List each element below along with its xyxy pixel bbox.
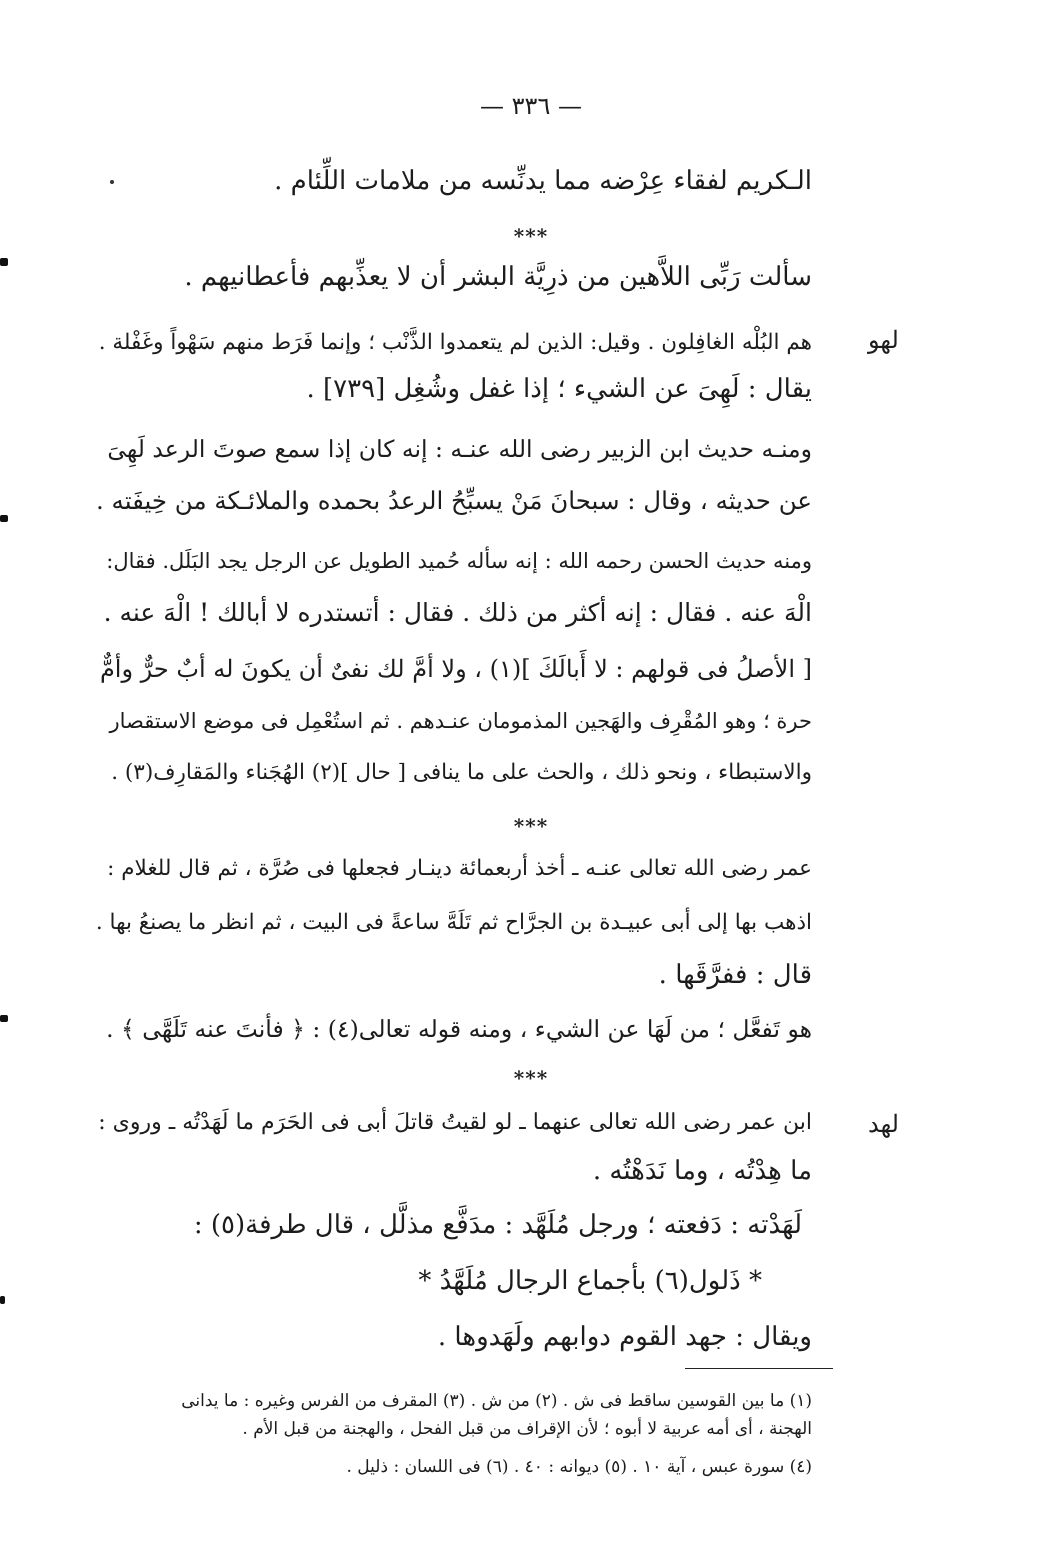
text-line: لَهَدْته : دَفعته ؛ ورجل مُلَهَّد : مدَفَّع مذلَّل ، قال طرفة(٥) : [193,1210,802,1240]
text-line: عن حديثه ، وقال : سبحانَ مَنْ يسبِّحُ الرعدُ بحمده والملائـكة من خِيفَته . [95,486,812,515]
section-separator: *** [513,814,549,838]
footnote-rule [685,1368,833,1369]
text-line: هو تَفعَّل ؛ من لَهَا عن الشيء ، ومنه قوله تعالى(٤) : ﴿ فأنتَ عنه تَلَهَّى ﴾ . [106,1015,812,1043]
margin-headword: لهد [868,1110,899,1138]
section-separator: *** [513,1066,549,1090]
footnote-line: الهجنة ، أى أمه عربية لا أبوه ؛ لأن الإقراف من قبل الفحل ، والهجنة من قبل الأم . [242,1419,812,1439]
text-line: ومنه حديث الحسن رحمه الله : إنه سأله حُميد الطويل عن الرجل يجد البَلَل. فقال: [106,549,812,573]
text-line: والاستبطاء ، ونحو ذلك ، والحث على ما ينافى [ حال ](٢) الهُجَناء والمَقارِف(٣) . [111,760,812,785]
text-line: [ الأصلُ فى قولهم : لا أَبالَكَ ](١) ، ولا أمَّ لك نفىٌ أن يكونَ له أبٌ حرٌّ وأمٌّ [99,655,812,683]
text-line: ما هِدْتُه ، وما نَدَهْتُه . [592,1156,812,1186]
text-line: سألت رَبِّى اللاَّهين من ذرِيَّة البشر أن لا يعذِّبهم فأعطانيهم . [184,262,812,292]
edge-mark [0,258,8,266]
text-line: اذهب بها إلى أبى عبيـدة بن الجرَّاح ثم تَلَهَّ ساعةً فى البيت ، ثم انظر ما يصنعُ بها . [95,910,812,935]
text-line: ومنـه حديث ابن الزبير رضى الله عنـه : إنه كان إذا سمع صوتَ الرعد لَهِىَ [107,435,812,463]
text-line: هم البُلْه الغافِلون . وقيل: الذين لم يتعمدوا الذَّنْب ؛ وإنما فَرَط منهم سَهْواً وغَفْلة . [98,330,812,355]
text-line: حرة ؛ وهو المُقْرِف والهَجين المذمومان عنـدهم . ثم استُعْمِل فى موضع الاستقصار [109,709,812,733]
text-line: الْهَ عنه . فقال : إنه أكثر من ذلك . فقال : أتستدره لا أبالك ! الْهَ عنه . [103,598,812,627]
text-line: الـكريم لفقاء عِرْضه مما يدنِّسه من ملامات اللِّئام . [274,166,812,196]
footnote-line: (٤) سورة عبس ، آية ١٠ . (٥) ديوانه : ٤٠ . (٦) فى اللسان : ذليل . [346,1457,812,1477]
section-separator: *** [513,224,549,248]
text-line: ابن عمر رضى الله تعالى عنهما ـ لو لقيتُ قاتلَ أبى فى الحَرَم ما لَهَدْتُه ـ وروى : [98,1110,812,1135]
speck [110,180,114,184]
text-line: يقال : لَهِىَ عن الشيء ؛ إذا غفل وشُغِل [٧٣٩] . [306,374,812,404]
text-line: ويقال : جهد القوم دوابهم ولَهَدوها . [437,1322,812,1352]
edge-mark [0,1015,8,1022]
text-line: قال : ففرَّقَها . [658,960,812,990]
edge-mark [0,515,8,522]
text-line: عمر رضى الله تعالى عنـه ـ أخذ أربعمائة دينـار فجعلها فى صُرَّة ، ثم قال للغلام : [107,856,812,881]
margin-headword: لهو [868,326,899,354]
verse-line: * ذَلول(٦) بأجماع الرجال مُلَهَّدُ * [418,1266,762,1296]
footnote-line: (١) ما بين القوسين ساقط فى ش . (٢) من ش . (٣) المقرف من الفرس وغيره : ما يدانى [181,1391,812,1411]
edge-mark [0,1296,5,1304]
page-number: — ٣٣٦ — [480,92,582,120]
